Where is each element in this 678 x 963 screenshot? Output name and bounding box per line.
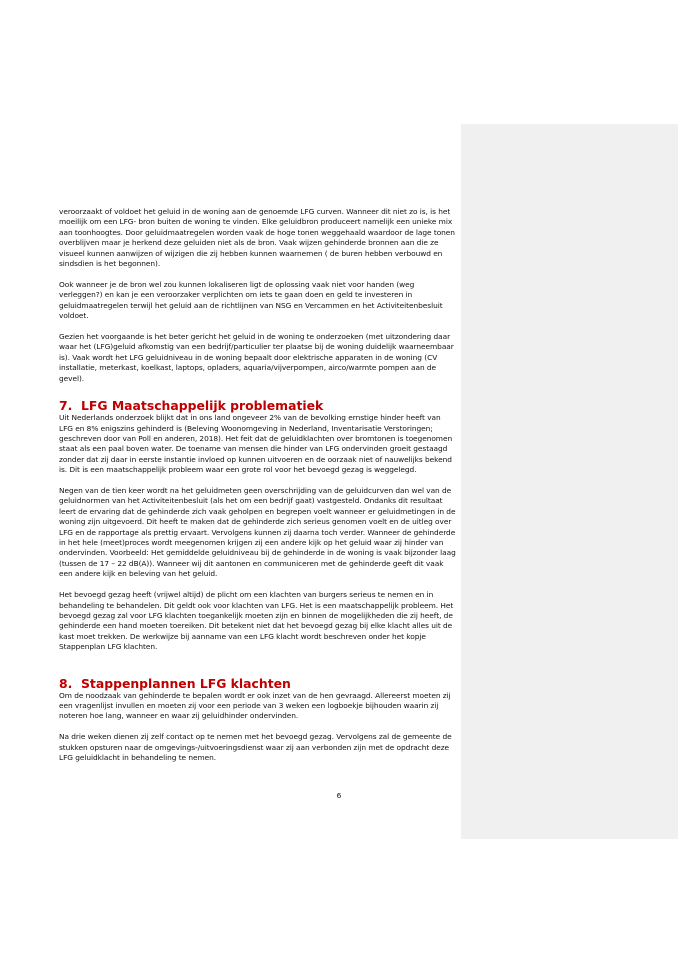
intro-paragraph-2: Ook wanneer je de bron wel zou kunnen lokaliseren ligt de oplossing vaak niet voor handen (weg verleggen?) en kan je een veroorzaker verplichten om iets te gaan doen en geld te investeren in geluidmaatregelen terwijl het geluid aan de richtlijnen van NSG en Vercammen en het Activiteitenbesluit voldoet. (59, 279, 443, 321)
section-7-paragraph-2: Negen van de tien keer wordt na het geluidmeten geen overschrijding van de geluidcurven dan wel van de geluidnormen van het Activiteitenbesluit (als het om een bedrijf gaat) vastgesteld. Ondanks dit resultaat leert de ervaring dat de gehinderde zich vaak geholpen en begrepen voelt wanneer er geluidmetingen in de woning zijn uitgevoerd. Dit heeft te maken dat de gehinderde zich serieus genomen voelt en de uitleg over LFG en de rapportage als prettig ervaart. Vervolgens kunnen zij daarna toch verder. Wanneer de gehinderde in het hele (meet)proces wordt meegenomen krijgen zij een andere kijk op het geluid waar zij hinder van ondervinden. Voorbeeld: Het gemiddelde geluidniveau bij de gehinderde in de woning is vaak bijzonder laag (tussen de 17 – 22 dB(A)). Wanneer wij dit aantonen en communiceren met de gehinderde geeft dit vaak een andere kijk en beleving van het geluid. (59, 486, 456, 579)
section-8-number: 8. (59, 675, 73, 691)
section-7-paragraph-1: Uit Nederlands onderzoek blijkt dat in ons land ongeveer 2% van de bevolking ernstige hinder heeft van LFG en 8% enigszins gehinderd is (Beleving Woonomgeving in Nederland, Inventarisatie Verstoringen; geschreven door van Poll en anderen, 2018). Het feit dat de geluidklachten over bromtonen is toegenomen staat als een paal boven water. De toename van mensen die hinder van LFG ondervinden groeit gestaagd zonder dat zij daar in eerste instantie invloed op kunnen uitvoeren en de oorzaak niet of nauwelijks bekend is. Dit is een maatschappelijk probleem waar een grote rol voor het bevoegd gezag is weggelegd. (59, 413, 453, 475)
section-8-paragraph-1: Om de noodzaak van gehinderde te bepalen wordt er ook inzet van de hen gevraagd. Allereerst moeten zij een vragenlijst invullen en moeten zij voor een periode van 3 weken een logboekje bijhouden waarin zij noteren hoe lang, wanneer en waar zij geluidhinder ondervinden. (59, 690, 451, 721)
intro-paragraph-1: veroorzaakt of voldoet het geluid in de woning aan de genoemde LFG curven. Wanneer dit niet zo is, is het moeilijk om een LFG- bron buiten de woning te vinden. Elke geluidbron produceert namelijk een unieke mix aan toonhoogtes. Door geluidmaatregelen worden vaak de hoge tonen weggehaald waardoor de lage tonen overblijven maar je herkend deze geluiden niet als de bron. Vaak wijzen gehinderde bronnen aan die ze visueel kunnen aanwijzen of wijzigen die zij hebben kunnen waarnemen ( de buren hebben verbouwd en sindsdien is het begonnen). (59, 207, 455, 269)
document-body (59, 207, 456, 764)
section-7-title: LFG Maatschappelijk problematiek (81, 398, 324, 414)
comment-margin-pane (461, 124, 678, 839)
page-number: 6 (336, 791, 342, 800)
intro-paragraph-3: Gezien het voorgaande is het beter gericht het geluid in de woning te onderzoeken (met uitzondering daar waar het (LFG)geluid afkomstig van een bedrijf/particulier ter plaatse bij de woning duidelijk waarneembaar is). Vaak wordt het LFG geluidniveau in de woning bepaalt door elektrische apparaten in de woning (CV installatie, meterkast, koelkast, laptops, opladers, aquaria/vijverpompen, airco/warmte pompen aan de gevel). (59, 332, 454, 383)
section-7-heading (59, 398, 456, 413)
section-8-heading (59, 676, 456, 691)
section-7-paragraph-3: Het bevoegd gezag heeft (vrijwel altijd) de plicht om een klachten van burgers serieus te nemen en in behandeling te behandelen. Dit geldt ook voor klachten van LFG. Het is een maatschappelijk probleem. Het bevoegd gezag zal voor LFG klachten toegankelijk moeten zijn en binnen de mogelijkheden die zij heeft, de gehinderde een hand moeten toereiken. Dit betekent niet dat het bevoegd gezag bij elke klacht alles uit de kast moet trekken. De werkwijze bij aanname van een LFG klacht wordt beschreven onder het kopje Stappenplan LFG klachten. (59, 590, 454, 652)
section-8-title: Stappenplannen LFG klachten (81, 675, 291, 691)
section-7-number: 7. (59, 398, 73, 414)
section-8-paragraph-2: Na drie weken dienen zij zelf contact op te nemen met het bevoegd gezag. Vervolgens zal de gemeente de stukken opsturen naar de omgevings-/uitvoeringsdienst waar zij aan verbonden zijn met de opdracht deze LFG geluidklacht in behandeling te nemen. (59, 732, 452, 763)
